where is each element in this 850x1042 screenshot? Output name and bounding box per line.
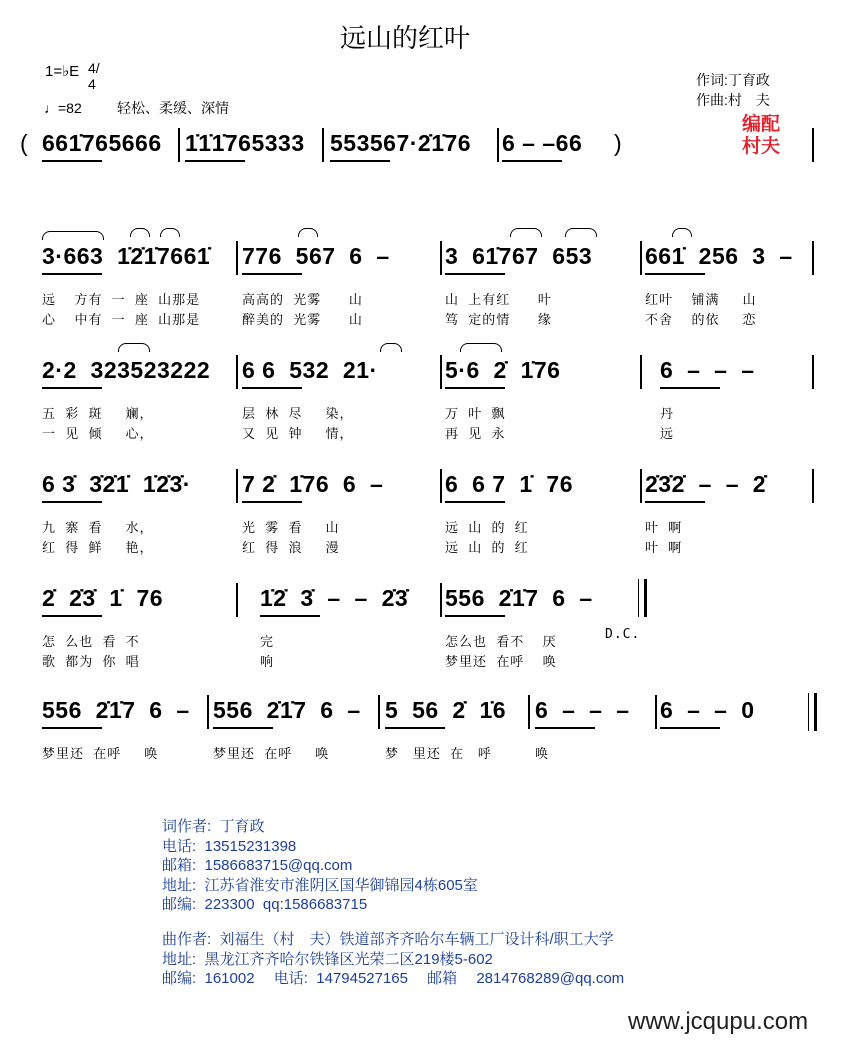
barline: [178, 128, 180, 162]
barline: [207, 695, 209, 729]
lyric-verse-1: 光 雾 看 山: [242, 520, 340, 535]
barline: [640, 241, 642, 275]
lyric-verse-2: 梦里还 在呼 唤: [445, 654, 557, 669]
slur-mark: [380, 343, 402, 352]
measure-notes: 2̇3̇2̇ – – 2̇: [645, 471, 767, 497]
key-signature: 1=♭E: [45, 63, 80, 80]
arranger-seal-logo: 编配 村夫: [741, 114, 780, 157]
barline: [812, 128, 814, 162]
open-parenthesis: (: [20, 130, 29, 156]
slur-mark: [42, 231, 104, 240]
beam-underline: [445, 615, 505, 617]
measure-notes: 776 567 6 –: [242, 243, 390, 269]
barline: [812, 241, 814, 275]
lyric-verse-1: 叶 啊: [645, 520, 683, 535]
beam-underline: [660, 387, 720, 389]
measure-notes: 661̇765666: [42, 130, 162, 156]
beam-underline: [445, 273, 505, 275]
measure-notes: 2·2 323523222: [42, 357, 211, 383]
lyric-verse-1: 红叶 铺满 山: [645, 292, 757, 307]
contact-line: 曲作者: 刘福生（村 夫）铁道部齐齐哈尔车辆工厂设计科/职工大学: [162, 931, 614, 948]
measure-notes: 6 – –66: [502, 130, 583, 156]
barline: [440, 355, 442, 389]
lyric-verse-1: 远 山 的 红: [445, 520, 529, 535]
lyric-verse-2: 叶 啊: [645, 540, 683, 555]
slur-mark: [565, 228, 597, 237]
beam-underline: [42, 615, 102, 617]
barline: [236, 469, 238, 503]
measure-notes: 556 2̇1̇7 6 –: [445, 585, 593, 611]
barline: [497, 128, 499, 162]
lyric-verse-2: 一 见 倾 心，: [42, 426, 154, 441]
tempo-marking: ♩=82: [44, 100, 82, 116]
lyric-verse-1: 梦里还 在呼 唤: [213, 746, 330, 761]
measure-notes: 6 3̇ 3̇2̇1̇ 1̇2̇3̇·: [42, 471, 191, 497]
close-parenthesis: ): [614, 130, 623, 156]
barline: [236, 241, 238, 275]
lyric-verse-2: 又 见 钟 情，: [242, 426, 354, 441]
contact-line: 邮编: 161002 电话: 14794527165 邮箱 2814768289@qq.com: [162, 970, 625, 987]
barline: [812, 355, 814, 389]
measure-notes: 1̇1̇1̇765333: [185, 130, 305, 156]
beam-underline: [213, 727, 273, 729]
lyric-verse-1: 九 寨 看 水，: [42, 520, 154, 535]
barline: [378, 695, 380, 729]
measure-notes: 661̇ 256 3 –: [645, 243, 793, 269]
lyric-verse-2: 远: [660, 426, 675, 441]
expression-marking: 轻松、柔缓、深情: [117, 100, 229, 116]
lyric-verse-1: 怎 么也 看 不: [42, 634, 140, 649]
lyric-verse-1: 万 叶 飘: [445, 406, 506, 421]
slur-mark: [510, 228, 542, 237]
contact-line: 邮箱: 1586683715@qq.com: [162, 857, 353, 874]
lyric-verse-1: 高高的 光雾 山: [242, 292, 363, 307]
lyricist-contact: [162, 817, 478, 915]
lyric-verse-2: 笃 定的情 缘: [445, 312, 552, 327]
barline: [236, 583, 238, 617]
beam-underline: [42, 387, 102, 389]
measure-notes: 1̇2̇ 3̇ – – 2̇3̇: [260, 585, 409, 611]
lyric-verse-1: 梦里还 在呼 唤: [42, 746, 159, 761]
measure-notes: 6 6 7 1̇ 76: [445, 471, 573, 497]
contact-line: 地址: 黑龙江齐齐哈尔铁锋区光荣二区219楼5-602: [162, 950, 493, 968]
beam-underline: [502, 160, 562, 162]
measure-notes: 7 2̇ 1̇76 6 –: [242, 471, 384, 497]
lyric-verse-1: 梦 里还 在 呼: [385, 746, 492, 761]
barline: [440, 583, 442, 617]
barline: [640, 355, 642, 389]
barline: [655, 695, 657, 729]
da-capo-marking: D.C.: [605, 627, 641, 642]
slur-mark: [130, 228, 150, 237]
slur-mark: [160, 228, 180, 237]
lyric-verse-1: 唤: [535, 746, 550, 761]
beam-underline: [445, 501, 505, 503]
measure-notes: 6 6 532 21·: [242, 357, 378, 383]
barline: [236, 355, 238, 389]
lyric-verse-1: 远 方有 一 座 山那是: [42, 292, 201, 307]
beam-underline: [242, 273, 302, 275]
double-barline: [638, 579, 647, 617]
lyric-verse-2: 心 中有 一 座 山那是: [42, 312, 201, 327]
beam-underline: [242, 501, 302, 503]
slur-mark: [460, 343, 502, 352]
beam-underline: [385, 727, 445, 729]
composer-contact: [162, 930, 624, 989]
barline: [440, 241, 442, 275]
lyricist-label: 作词:丁育政: [696, 72, 770, 88]
lyric-verse-1: 丹: [660, 406, 675, 421]
beam-underline: [645, 273, 705, 275]
beam-underline: [660, 727, 720, 729]
barline: [640, 469, 642, 503]
beam-underline: [185, 160, 245, 162]
measure-notes: 3·663 1̇2̇1̇7661̇: [42, 243, 211, 269]
lyric-verse-2: 不舍 的依 恋: [645, 312, 757, 327]
lyric-verse-2: 响: [260, 654, 275, 669]
lyric-verse-1: 怎么也 看不 厌: [445, 634, 557, 649]
beam-underline: [330, 160, 390, 162]
lyric-verse-2: 歌 都为 你 唱: [42, 654, 140, 669]
final-barline: [808, 693, 817, 731]
lyric-verse-1: 层 林 尽 染，: [242, 406, 354, 421]
slur-mark: [672, 228, 692, 237]
measure-notes: 556 2̇1̇7 6 –: [213, 697, 361, 723]
beam-underline: [242, 387, 302, 389]
slur-mark: [298, 228, 318, 237]
beam-underline: [260, 615, 320, 617]
composer-label: 作曲:村 夫: [696, 92, 770, 108]
measure-notes: 6 – – –: [660, 357, 755, 383]
lyric-verse-1: 山 上有红 叶: [445, 292, 552, 307]
measure-notes: 3 61̇767 653: [445, 243, 593, 269]
beam-underline: [445, 387, 505, 389]
beam-underline: [42, 273, 102, 275]
beam-underline: [42, 727, 102, 729]
beam-underline: [535, 727, 595, 729]
measure-notes: 6 – – 0: [660, 697, 755, 723]
barline: [528, 695, 530, 729]
contact-line: 电话: 13515231398: [162, 837, 297, 855]
contact-line: 词作者: 丁育政: [162, 818, 265, 835]
barline: [812, 469, 814, 503]
slur-mark: [118, 343, 150, 352]
lyric-verse-2: 醉美的 光雾 山: [242, 312, 363, 327]
lyric-verse-1: 五 彩 斑 斓，: [42, 406, 154, 421]
lyric-verse-2: 红 得 鲜 艳，: [42, 540, 154, 555]
lyric-verse-2: 红 得 浪 漫: [242, 540, 340, 555]
barline: [440, 469, 442, 503]
beam-underline: [42, 501, 102, 503]
measure-notes: 6 – – –: [535, 697, 630, 723]
lyric-verse-2: 远 山 的 红: [445, 540, 529, 555]
contact-line: 地址: 江苏省淮安市淮阴区国华御锦园4栋605室: [162, 876, 478, 894]
beam-underline: [645, 501, 705, 503]
time-signature: 4/4: [88, 60, 100, 92]
measure-notes: 553567·2̇1̇76: [330, 130, 472, 156]
beam-underline: [42, 160, 102, 162]
lyric-verse-2: 再 见 永: [445, 426, 506, 441]
lyric-verse-1: 完: [260, 634, 275, 649]
measure-notes: 556 2̇1̇7 6 –: [42, 697, 190, 723]
song-title: 远山的红叶: [339, 23, 470, 53]
measure-notes: 5 56 2̇ 1̇6: [385, 697, 507, 723]
barline: [322, 128, 324, 162]
measure-notes: 5·6 2̇ 1̇76: [445, 357, 561, 383]
contact-line: 邮编: 223300 qq:1586683715: [162, 896, 368, 913]
website-watermark: www.jcqupu.com: [628, 1008, 809, 1035]
measure-notes: 2̇ 2̇3̇ 1̇ 76: [42, 585, 164, 611]
